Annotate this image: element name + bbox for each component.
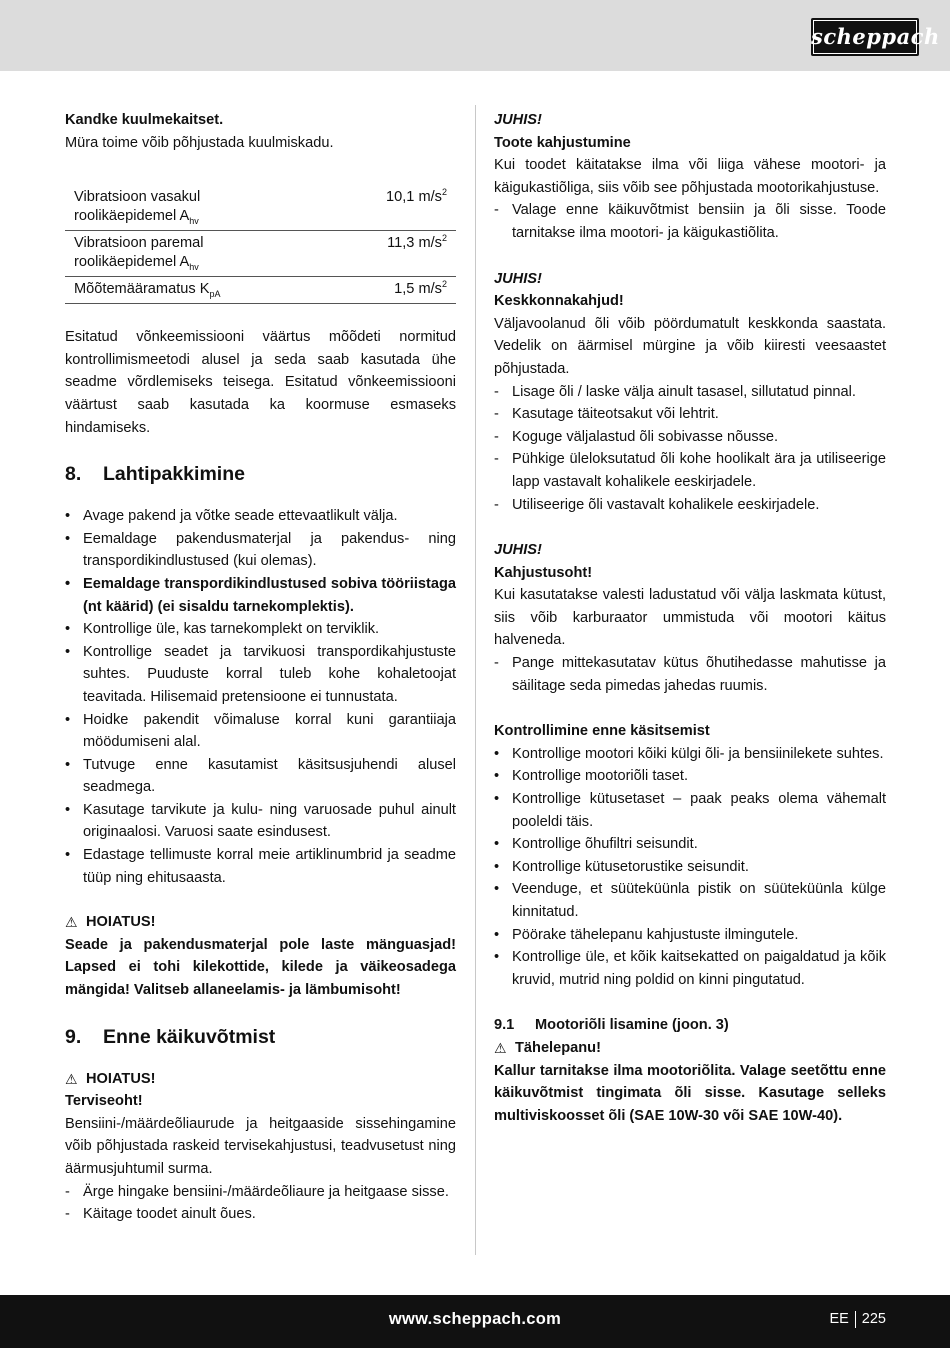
vibration-value: 11,3 $m/s^2$ xyxy=(387,233,447,252)
list-item xyxy=(494,743,886,766)
list-item-text: Kontrollige mootori kõiki külgi õli- ja bensiinilekete suhtes. xyxy=(512,745,884,762)
right-column xyxy=(494,109,886,1127)
list-marker: • xyxy=(494,836,500,853)
list-marker: - xyxy=(494,496,499,513)
note-list xyxy=(494,381,886,517)
list-item xyxy=(65,709,456,754)
list-item-text: Edastage tellimuste korral meie artiklinumbrid ja seadme tüüp ning ehitusaasta. xyxy=(83,847,456,886)
hearing-protection-text: Müra toime võib põhjustada kuulmiskadu. xyxy=(65,134,334,151)
list-item xyxy=(65,1181,456,1204)
list-marker: - xyxy=(494,383,499,400)
list-marker: - xyxy=(494,451,499,468)
list-item xyxy=(494,924,886,947)
list-marker: • xyxy=(494,791,500,808)
list-item-text: Tutvuge enne kasutamist käsitsusjuhendi alusel seadmega. xyxy=(83,756,456,796)
table-row xyxy=(65,277,456,304)
vibration-value: 1,5 $m/s^2$ xyxy=(394,279,447,298)
list-marker: • xyxy=(65,530,71,547)
list-item-text: Valage enne käikuvõtmist bensiin ja õli sisse. Toode tarnitakse ilma mootori- ja käigukastiõlita. xyxy=(512,202,886,241)
attention-heading xyxy=(494,1037,886,1060)
list-item-text: Kasutage täiteotsakut või lehtrit. xyxy=(512,406,719,423)
list-marker: • xyxy=(494,881,500,898)
list-item-text: Kontrollige kütusetorustike seisundit. xyxy=(512,858,749,875)
vibration-label: Vibratsioon paremal roolikäepidemel $A_{hv}$ xyxy=(74,235,204,273)
section-8-heading xyxy=(65,461,456,487)
vibration-label: Vibratsioon vasakul roolikäepidemel $A_{hv}$ xyxy=(74,189,201,227)
language-code: EE xyxy=(829,1311,849,1327)
list-item xyxy=(65,754,456,799)
hearing-protection-title: Kandke kuulmekaitset. xyxy=(65,112,224,128)
list-item xyxy=(65,618,456,641)
note-title: Kahjustusoht! xyxy=(494,564,593,581)
list-item xyxy=(494,878,886,923)
list-item xyxy=(494,652,886,697)
note-label: JUHIS! xyxy=(494,270,542,287)
check-title: Kontrollimine enne käsitsemist xyxy=(494,723,710,740)
list-item xyxy=(494,448,886,493)
list-item-text: Koguge väljalastud õli sobivasse nõusse. xyxy=(512,428,779,445)
list-item xyxy=(494,494,886,517)
attention-text: Kallur tarnitakse ilma mootoriõlita. Valage seetõttu enne käikuvõtmist tingimata õli sisse. Kasutage selleks multiviskoosset õli (SAE 10W-30 või SAE 10W-40). xyxy=(494,1062,886,1124)
list-item-text: Kontrollige mootoriõli taset. xyxy=(512,768,689,785)
list-item xyxy=(494,426,886,449)
note-label: JUHIS! xyxy=(494,112,542,128)
note-title: Keskkonnakahjud! xyxy=(494,293,624,310)
list-marker: • xyxy=(65,508,71,525)
list-item-text: Kasutage tarvikute ja kulu- ning varuosade puhul ainult originaalosi. Varuosi saate esindusest. xyxy=(83,801,456,841)
list-marker: • xyxy=(65,711,71,728)
section-9-heading xyxy=(65,1024,456,1050)
warning-triangle-icon: ⚠ xyxy=(494,1039,507,1056)
list-item xyxy=(494,833,886,856)
list-marker: • xyxy=(494,768,500,785)
warning-heading xyxy=(65,1068,456,1091)
list-marker: • xyxy=(494,926,500,943)
list-marker: - xyxy=(494,655,499,672)
warning-heading xyxy=(65,911,456,934)
list-item-text: Pühkige üleloksutatud õli kohe hoolikalt ära ja utiliseerige lapp vastavalt kohalikele eeskirjadele. xyxy=(512,451,886,490)
brand-logo: scheppach xyxy=(811,18,919,56)
section-title: Enne käikuvõtmist xyxy=(103,1025,276,1048)
list-item xyxy=(65,844,456,889)
list-item-text: Kontrollige üle, et kõik kaitsekatted on paigaldatud ja kõik kruvid, mutrid ning poldid on kinni pingutatud. xyxy=(512,949,886,988)
warning-text: Bensiini-/määrdeõliaurude ja heitgaaside sissehingamine võib põhjustada raskeid tervisekahjustusi, teadvusetust ning äärmusjuhtumil surma. xyxy=(65,1115,456,1177)
section-number: 8. xyxy=(65,463,82,486)
list-marker: • xyxy=(494,745,500,762)
list-item-text: Avage pakend ja võtke seade ettevaatlikult välja. xyxy=(83,508,398,525)
list-marker: - xyxy=(494,202,499,219)
vibration-note: Esitatud võnkeemissiooni väärtus mõõdeti normitud kontrollimismeetodi alusel ja seda saab kasutada ühe seadme võrdlemiseks teisega. Esitatud võnkeemissiooni väärtust saab kasutada ka koormuse esmaseks hindamiseks. xyxy=(65,329,456,436)
vibration-value: 10,1 $m/s^2$ xyxy=(386,187,447,206)
list-marker: • xyxy=(65,621,71,638)
check-list xyxy=(494,743,886,992)
vibration-label: Mõõtemääramatus $K_{pA}$ xyxy=(74,281,221,300)
note-list xyxy=(494,199,886,244)
footer-band xyxy=(0,1295,950,1348)
footer-url: www.scheppach.com xyxy=(388,1310,562,1328)
list-marker: - xyxy=(65,1206,70,1223)
note-text: Kui toodet käitatakse ilma või liiga vähese mootori- ja käigukastiõliga, siis võib see põhjustada mootorikahjustuse. xyxy=(494,157,886,196)
list-item-text: Käitage toodet ainult õues. xyxy=(83,1206,256,1223)
table-row xyxy=(65,185,456,231)
list-marker: • xyxy=(65,847,71,864)
note-list xyxy=(494,652,886,697)
list-marker: • xyxy=(494,949,500,966)
note-text: Väljavoolanud õli võib pöördumatult keskkonda saastata. Vedelik on äärmisel mürgine ja võib kiiresti veesaastet põhjustada. xyxy=(494,315,886,377)
list-marker: • xyxy=(65,756,71,773)
list-marker: • xyxy=(65,801,71,818)
section-number: 9. xyxy=(65,1025,82,1048)
list-item-text: Veenduge, et süüteküünla pistik on süüteküünla külge kinnitatud. xyxy=(512,881,886,920)
list-item xyxy=(494,856,886,879)
list-item-text: Kontrollige kütusetaset – paak peaks olema vähemalt pooleldi täis. xyxy=(512,791,886,830)
section-title: Lahtipakkimine xyxy=(103,463,245,486)
list-marker: • xyxy=(65,575,71,592)
list-item-text: Eemaldage transpordikindlustused sobiva tööriistaga (nt käärid) (ei sisaldu tarnekomplektis). xyxy=(83,575,456,615)
warning-title: HOIATUS! xyxy=(86,914,156,931)
list-marker: • xyxy=(494,858,500,875)
warning-triangle-icon: ⚠ xyxy=(65,1070,78,1087)
warning-title: HOIATUS! xyxy=(86,1070,156,1087)
warning-subtitle: Terviseoht! xyxy=(65,1093,143,1110)
vibration-table xyxy=(65,185,456,304)
list-item-text: Ärge hingake bensiini-/määrdeõliaure ja heitgaase sisse. xyxy=(83,1183,449,1200)
list-item-text: Pöörake tähelepanu kahjustuste ilmingutele. xyxy=(512,926,799,943)
list-item-text: Kontrollige õhufiltri seisundit. xyxy=(512,836,698,853)
section-title: Mootoriõli lisamine (joon. 3) xyxy=(535,1017,729,1034)
list-item xyxy=(494,199,886,244)
warning-triangle-icon: ⚠ xyxy=(65,914,78,931)
left-column xyxy=(65,109,456,1226)
section-9-1-heading xyxy=(494,1014,886,1037)
list-item xyxy=(65,799,456,844)
list-item xyxy=(65,641,456,709)
list-marker: - xyxy=(65,1183,70,1200)
table-row xyxy=(65,231,456,277)
section-number: 9.1 xyxy=(494,1017,515,1034)
column-divider xyxy=(475,105,476,1255)
list-item xyxy=(65,1203,456,1226)
note-text: Kui kasutatakse valesti ladustatud või välja laskmata kütust, siis võib karburaator ummistuda või mootori käitus halveneda. xyxy=(494,587,886,649)
list-item xyxy=(494,788,886,833)
note-label: JUHIS! xyxy=(494,542,542,559)
list-item-text: Kontrollige seadet ja tarvikuosi transpordikahjustuste suhtes. Puuduste korral tuleb kohe kohaletoojat teavitada. Hilisemaid pretensioone ei tunnustata. xyxy=(83,643,456,705)
list-item xyxy=(494,765,886,788)
list-marker: • xyxy=(65,643,71,660)
footer-separator xyxy=(855,1311,856,1328)
unpack-list xyxy=(65,505,456,889)
list-item xyxy=(494,381,886,404)
list-marker: - xyxy=(494,406,499,423)
list-item xyxy=(65,505,456,528)
page-number-value: 225 xyxy=(861,1311,886,1327)
list-item-text: Hoidke pakendit võimaluse korral kuni garantiiaja möödumiseni alal. xyxy=(83,711,456,751)
note-title: Toote kahjustumine xyxy=(494,134,631,151)
health-list xyxy=(65,1181,456,1226)
list-item-text: Kontrollige üle, kas tarnekomplekt on terviklik. xyxy=(83,621,380,638)
list-item xyxy=(65,528,456,573)
attention-title: Tähelepanu! xyxy=(515,1039,601,1056)
list-item-text: Eemaldage pakendusmaterjal ja pakendus- ning transpordikindlustused (kui olemas). xyxy=(83,530,456,570)
page-number xyxy=(829,1308,886,1331)
list-item xyxy=(494,403,886,426)
list-item xyxy=(494,946,886,991)
list-item-text: Utiliseerige õli vastavalt kohalikele eeskirjadele. xyxy=(512,496,820,513)
list-marker: - xyxy=(494,428,499,445)
warning-text: Seade ja pakendusmaterjal pole laste mänguasjad! Lapsed ei tohi kilekottide, kilede ja väikeosadega mängida! Valitseb allaneelamis- ja lämbumisoht! xyxy=(65,936,456,999)
list-item xyxy=(65,573,456,618)
header-band xyxy=(0,0,950,71)
list-item-text: Pange mittekasutatav kütus õhutihedasse mahutisse ja säilitage seda pimedas jahedas ruumis. xyxy=(512,655,886,694)
list-item-text: Lisage õli / laske välja ainult tasasel, sillutatud pinnal. xyxy=(512,383,856,400)
